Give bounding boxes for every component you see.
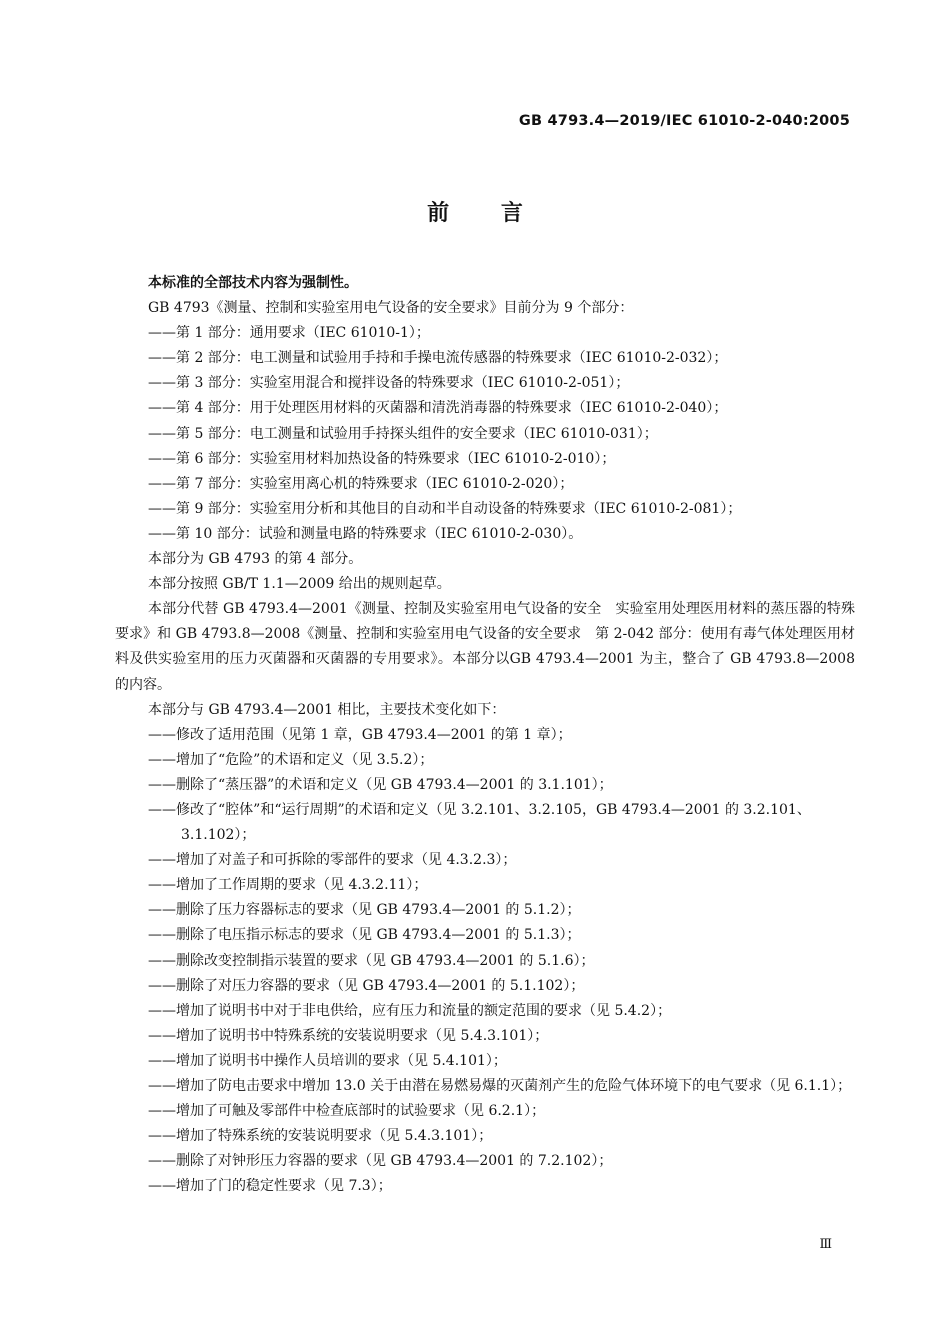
list-item: ——删除了对钟形压力容器的要求（见 GB 4793.4—2001 的 7.2.102）； — [148, 1153, 613, 1170]
list-item: ——增加了工作周期的要求（见 4.3.2.11）； — [148, 877, 428, 894]
list-item: ——第 9 部分：实验室用分析和其他目的自动和半自动设备的特殊要求（IEC 61010-2-081）； — [148, 500, 742, 517]
list-item: ——第 3 部分：实验室用混合和搅拌设备的特殊要求（IEC 61010-2-051）； — [148, 375, 630, 392]
paragraph-mandatory-notice: 本标准的全部技术内容为强制性。 — [148, 275, 358, 291]
paragraph-replaces: 本部分代替 GB 4793.4—2001《测量、控制及实验室用电气设备的安全 实验室用处理医用材料的蒸压器的特殊要求》和 GB 4793.8—2008《测量、控制和实验室用电气设备的安全要求 第 2-042 部分：使用有毒气体处理医用材料及供实验室用的压力灭菌器和灭菌器的专用要求》。本部分以GB 4793.4—2001 为主，整合了 GB 4793.8—2008 的内容。 — [115, 601, 855, 693]
list-item: ——第 5 部分：电工测量和试验用手持探头组件的安全要求（IEC 61010-031）； — [148, 425, 658, 442]
list-item: ——第 10 部分：试验和测量电路的特殊要求（IEC 61010-2-030）。 — [148, 525, 583, 542]
page-title: 前 言 — [427, 201, 523, 226]
changes-list — [115, 723, 855, 1200]
list-item: ——增加了说明书中操作人员培训的要求（见 5.4.101）； — [148, 1052, 507, 1069]
list-item: ——增加了门的稳定性要求（见 7.3）； — [148, 1178, 392, 1195]
paragraph-changes-intro: 本部分与 GB 4793.4—2001 相比，主要技术变化如下： — [148, 701, 506, 718]
list-item: ——增加了对盖子和可拆除的零部件的要求（见 4.3.2.3）； — [148, 852, 517, 869]
list-item: ——修改了适用范围（见第 1 章，GB 4793.4—2001 的第 1 章）； — [148, 726, 572, 743]
standard-number-header: GB 4793.4—2019/IEC 61010-2-040:2005 — [518, 113, 850, 129]
list-item: ——增加了说明书中对于非电供给，应有压力和流量的额定范围的要求（见 5.4.2）； — [148, 1002, 672, 1019]
paragraph-part-number: 本部分为 GB 4793 的第 4 部分。 — [148, 551, 363, 568]
paragraph-drafting-rules: 本部分按照 GB/T 1.1—2009 给出的规则起草。 — [148, 576, 451, 593]
list-item: ——删除了电压指示标志的要求（见 GB 4793.4—2001 的 5.1.3）； — [148, 927, 581, 944]
list-item: ——增加了说明书中特殊系统的安装说明要求（见 5.4.3.101）； — [148, 1027, 549, 1044]
list-item: ——增加了“危险”的术语和定义（见 3.5.2）； — [148, 751, 434, 768]
list-item: ——第 4 部分：用于处理医用材料的灭菌器和清洗消毒器的特殊要求（IEC 61010-2-040）； — [148, 400, 728, 417]
list-item: ——第 2 部分：电工测量和试验用手持和手操电流传感器的特殊要求（IEC 61010-2-032）； — [148, 350, 728, 367]
list-item: ——删除了对压力容器的要求（见 GB 4793.4—2001 的 5.1.102）； — [148, 977, 585, 994]
list-item: ——删除了“蒸压器”的术语和定义（见 GB 4793.4—2001 的 3.1.101）； — [148, 776, 613, 793]
list-item: ——删除了压力容器标志的要求（见 GB 4793.4—2001 的 5.1.2）； — [148, 902, 581, 919]
list-item: ——增加了特殊系统的安装说明要求（见 5.4.3.101）； — [148, 1128, 493, 1145]
list-item: ——删除改变控制指示装置的要求（见 GB 4793.4—2001 的 5.1.6）； — [148, 952, 595, 969]
paragraph-parts-intro: GB 4793《测量、控制和实验室用电气设备的安全要求》目前分为 9 个部分： — [148, 300, 634, 317]
list-item: ——修改了“腔体”和“运行周期”的术语和定义（见 3.2.101、3.2.105，GB 4793.4—2001 的 3.2.101、3.1.102）； — [148, 801, 811, 844]
page-number: Ⅲ — [819, 1237, 832, 1252]
document-body — [115, 271, 855, 1199]
parts-list — [115, 321, 855, 547]
list-item: ——增加了可触及零部件中检查底部时的试验要求（见 6.2.1）； — [148, 1103, 546, 1120]
list-item: ——第 6 部分：实验室用材料加热设备的特殊要求（IEC 61010-2-010）； — [148, 450, 616, 467]
list-item: ——第 1 部分：通用要求（IEC 61010-1）； — [148, 325, 430, 342]
list-item: ——第 7 部分：实验室用离心机的特殊要求（IEC 61010-2-020）； — [148, 475, 574, 492]
list-item: ——增加了防电击要求中增加 13.0 关于由潜在易燃易爆的灭菌剂产生的危险气体环境下的电气要求（见 6.1.1）； — [148, 1078, 852, 1094]
